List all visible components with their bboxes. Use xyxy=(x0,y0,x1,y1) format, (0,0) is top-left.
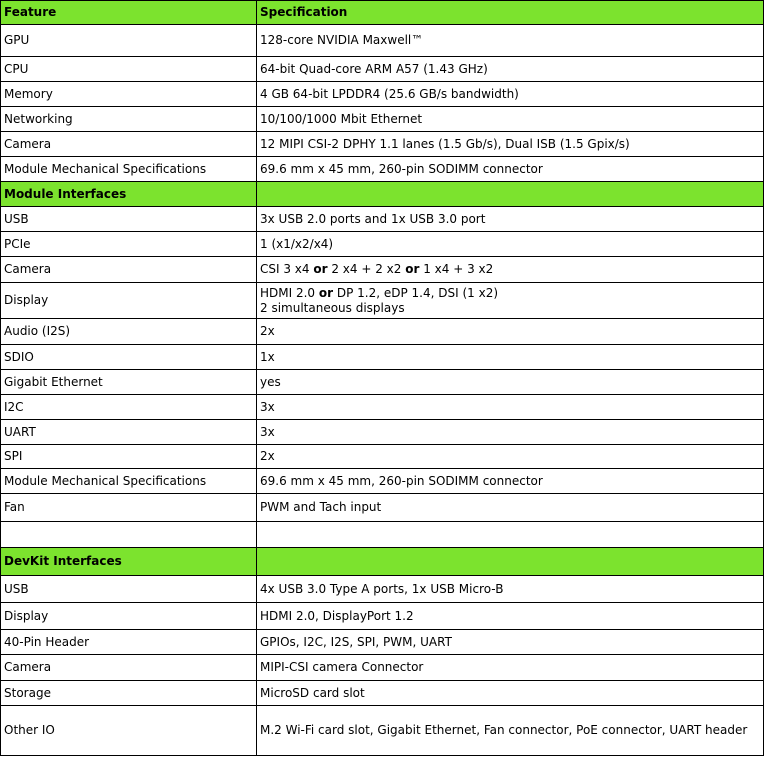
spec-text: 1 x4 + 3 x2 xyxy=(419,262,494,276)
table-row xyxy=(1,232,764,257)
spec-cell: 3x xyxy=(257,420,764,445)
table-row xyxy=(1,25,764,57)
table-header-row xyxy=(1,1,764,25)
feature-cell: Other IO xyxy=(1,706,257,756)
table-row xyxy=(1,494,764,522)
table-row xyxy=(1,681,764,706)
table-row xyxy=(1,257,764,283)
spec-cell: 3x USB 2.0 ports and 1x USB 3.0 port xyxy=(257,207,764,232)
spec-cell xyxy=(257,283,764,319)
feature-cell: Memory xyxy=(1,82,257,107)
table-row xyxy=(1,706,764,756)
empty-cell xyxy=(257,522,764,548)
spec-cell: MicroSD card slot xyxy=(257,681,764,706)
table-row xyxy=(1,370,764,395)
feature-cell: USB xyxy=(1,207,257,232)
feature-cell: CPU xyxy=(1,57,257,82)
table-row xyxy=(1,576,764,603)
spec-text: CSI 3 x4 xyxy=(260,262,314,276)
feature-cell: Camera xyxy=(1,655,257,681)
spec-emphasis: or xyxy=(318,285,334,300)
table-row xyxy=(1,107,764,132)
table-row xyxy=(1,395,764,420)
feature-cell: Audio (I2S) xyxy=(1,319,257,345)
spec-cell: 128-core NVIDIA Maxwell™ xyxy=(257,25,764,57)
table-row xyxy=(1,630,764,655)
spec-cell: 2x xyxy=(257,319,764,345)
spec-line xyxy=(260,286,760,301)
header-feature: Feature xyxy=(1,1,257,25)
feature-cell: Camera xyxy=(1,257,257,283)
feature-cell: Module Mechanical Specifications xyxy=(1,157,257,182)
table-row xyxy=(1,207,764,232)
spec-cell: 64-bit Quad-core ARM A57 (1.43 GHz) xyxy=(257,57,764,82)
feature-cell: UART xyxy=(1,420,257,445)
feature-cell: 40-Pin Header xyxy=(1,630,257,655)
spec-line: 2 simultaneous displays xyxy=(260,300,405,315)
spec-cell: 1x xyxy=(257,345,764,370)
section-blank xyxy=(257,182,764,207)
spec-cell: 2x xyxy=(257,445,764,469)
table-row xyxy=(1,655,764,681)
spec-cell: PWM and Tach input xyxy=(257,494,764,522)
section-title: Module Interfaces xyxy=(1,182,257,207)
feature-cell: Display xyxy=(1,283,257,319)
table-row xyxy=(1,82,764,107)
spec-cell: GPIOs, I2C, I2S, SPI, PWM, UART xyxy=(257,630,764,655)
spec-cell: 4 GB 64-bit LPDDR4 (25.6 GB/s bandwidth) xyxy=(257,82,764,107)
table-row xyxy=(1,283,764,319)
feature-cell: Storage xyxy=(1,681,257,706)
spec-cell: 69.6 mm x 45 mm, 260-pin SODIMM connector xyxy=(257,469,764,494)
spec-cell: M.2 Wi-Fi card slot, Gigabit Ethernet, Fan connector, PoE connector, UART header xyxy=(257,706,764,756)
spec-cell: 10/100/1000 Mbit Ethernet xyxy=(257,107,764,132)
table-row xyxy=(1,157,764,182)
empty-cell xyxy=(1,522,257,548)
feature-cell: PCIe xyxy=(1,232,257,257)
spec-cell: 4x USB 3.0 Type A ports, 1x USB Micro-B xyxy=(257,576,764,603)
feature-cell: Camera xyxy=(1,132,257,157)
table-row xyxy=(1,469,764,494)
table-row xyxy=(1,319,764,345)
feature-cell: I2C xyxy=(1,395,257,420)
spec-emphasis: or xyxy=(405,262,420,276)
spec-emphasis: or xyxy=(313,262,328,276)
spec-cell xyxy=(257,257,764,283)
feature-cell: SDIO xyxy=(1,345,257,370)
spec-cell: MIPI-CSI camera Connector xyxy=(257,655,764,681)
empty-row xyxy=(1,522,764,548)
section-title: DevKit Interfaces xyxy=(1,548,257,576)
spec-cell: HDMI 2.0, DisplayPort 1.2 xyxy=(257,603,764,630)
spec-cell: 3x xyxy=(257,395,764,420)
feature-cell: Fan xyxy=(1,494,257,522)
header-specification: Specification xyxy=(257,1,764,25)
feature-cell: SPI xyxy=(1,445,257,469)
table-row xyxy=(1,445,764,469)
feature-cell: Display xyxy=(1,603,257,630)
table-row xyxy=(1,57,764,82)
feature-cell: Module Mechanical Specifications xyxy=(1,469,257,494)
section-header-devkit-interfaces xyxy=(1,548,764,576)
spec-text: HDMI 2.0 xyxy=(260,285,319,300)
feature-cell: GPU xyxy=(1,25,257,57)
spec-text: 2 x4 + 2 x2 xyxy=(327,262,406,276)
spec-cell: 69.6 mm x 45 mm, 260-pin SODIMM connector xyxy=(257,157,764,182)
table-row xyxy=(1,132,764,157)
spec-text: DP 1.2, eDP 1.4, DSI (1 x2) xyxy=(333,285,499,300)
feature-cell: Networking xyxy=(1,107,257,132)
section-header-module-interfaces xyxy=(1,182,764,207)
feature-cell: Gigabit Ethernet xyxy=(1,370,257,395)
table-row xyxy=(1,603,764,630)
section-blank xyxy=(257,548,764,576)
table-row xyxy=(1,420,764,445)
spec-cell: yes xyxy=(257,370,764,395)
feature-cell: USB xyxy=(1,576,257,603)
spec-cell: 1 (x1/x2/x4) xyxy=(257,232,764,257)
spec-cell: 12 MIPI CSI-2 DPHY 1.1 lanes (1.5 Gb/s), Dual ISB (1.5 Gpix/s) xyxy=(257,132,764,157)
table-row xyxy=(1,345,764,370)
